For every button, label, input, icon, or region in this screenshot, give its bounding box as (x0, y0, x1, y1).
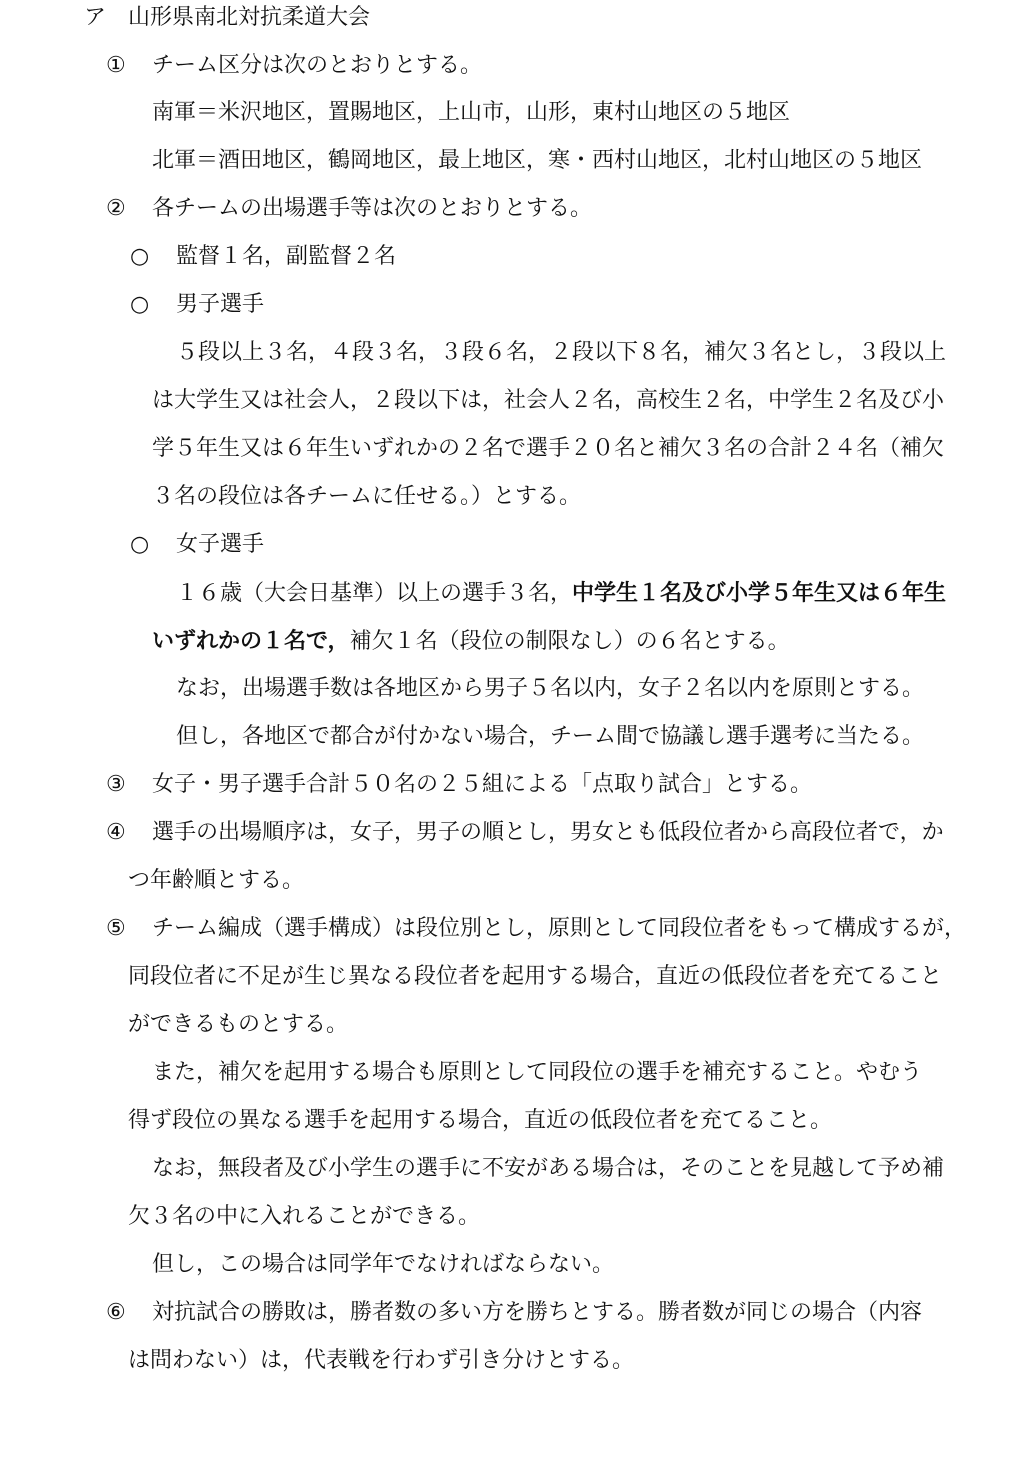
north-team-districts: 北軍＝酒田地区，鶴岡地区，最上地区，寒・西村山地区，北村山地区の５地区 (152, 148, 923, 173)
staff-bullet: ○ (130, 244, 150, 269)
men-bullet: ○ (130, 292, 150, 317)
men-para-line-1: ５段以上３名，４段３名，３段６名，２段以下８名，補欠３名とし，３段以上 (176, 340, 947, 365)
item-2-text: 各チームの出場選手等は次のとおりとする。 (152, 196, 593, 221)
item-4-text: 選手の出場順序は，女子，男子の順とし，男女とも低段位者から高段位者で，か (152, 820, 944, 845)
section-marker: ア (84, 5, 107, 30)
item-2-number: ② (106, 196, 126, 221)
men-para-line-3: 学５年生又は６年生いずれかの２名で選手２０名と補欠３名の合計２４名（補欠 (152, 436, 945, 461)
women-bullet: ○ (130, 532, 150, 557)
item-1-text: チーム区分は次のとおりとする。 (152, 53, 483, 78)
women-para-line-1 (176, 582, 946, 605)
women-para-line-1-bold: 中学生１名及び小学５年生又は６年生 (572, 580, 947, 606)
staff-text: 監督１名，副監督２名 (176, 244, 397, 269)
item-5-text: チーム編成（選手構成）は段位別とし，原則として同段位者をもって構成するが， (152, 916, 967, 941)
item-1-number: ① (106, 53, 126, 78)
men-para-line-2: は大学生又は社会人，２段以下は，社会人２名，高校生２名，中学生２名及び小 (152, 388, 945, 413)
item-5-para-2-line-1: また，補欠を起用する場合も原則として同段位の選手を補充すること。やむう (152, 1060, 923, 1085)
women-para-line-2 (152, 630, 790, 653)
item-4-continuation: つ年齢順とする。 (128, 868, 305, 893)
men-para-line-4: ３名の段位は各チームに任せる。）とする。 (152, 484, 582, 509)
item-5-number: ⑤ (106, 916, 126, 941)
item-5-continuation-1: 同段位者に不足が生じ異なる段位者を起用する場合，直近の低段位者を充てること (128, 964, 943, 989)
women-para-line-2-bold: いずれかの１名で， (152, 628, 350, 654)
item-3-text: 女子・男子選手合計５０名の２５組による「点取り試合」とする。 (152, 772, 813, 797)
section-title: 山形県南北対抗柔道大会 (128, 5, 371, 30)
item-5-para-4: 但し，この場合は同学年でなければならない。 (152, 1252, 615, 1277)
south-team-districts: 南軍＝米沢地区，置賜地区，上山市，山形，東村山地区の５地区 (152, 100, 791, 125)
men-heading: 男子選手 (176, 292, 265, 317)
item-6-text: 対抗試合の勝敗は，勝者数の多い方を勝ちとする。勝者数が同じの場合（内容 (152, 1300, 923, 1325)
item-3-number: ③ (106, 772, 126, 797)
item-5-para-2-line-2: 得ず段位の異なる選手を起用する場合，直近の低段位者を充てること。 (128, 1108, 833, 1133)
item-4-number: ④ (106, 820, 126, 845)
women-heading: 女子選手 (176, 532, 265, 557)
item-5-para-3-line-2: 欠３名の中に入れることができる。 (128, 1204, 481, 1229)
note-players-per-district: なお，出場選手数は各地区から男子５名以内，女子２名以内を原則とする。 (176, 676, 925, 701)
item-5-continuation-2: ができるものとする。 (128, 1012, 349, 1037)
note-selection-consultation: 但し，各地区で都合が付かない場合，チーム間で協議し選手選考に当たる。 (176, 724, 925, 749)
item-6-continuation: は問わない）は，代表戦を行わず引き分けとする。 (128, 1348, 635, 1373)
women-para-line-2-plain: 補欠１名（段位の制限なし）の６名とする。 (349, 629, 790, 654)
item-5-para-3-line-1: なお，無段者及び小学生の選手に不安がある場合は，そのことを見越して予め補 (152, 1156, 945, 1181)
item-6-number: ⑥ (106, 1300, 126, 1325)
women-para-line-1-plain: １６歳（大会日基準）以上の選手３名， (176, 581, 573, 606)
